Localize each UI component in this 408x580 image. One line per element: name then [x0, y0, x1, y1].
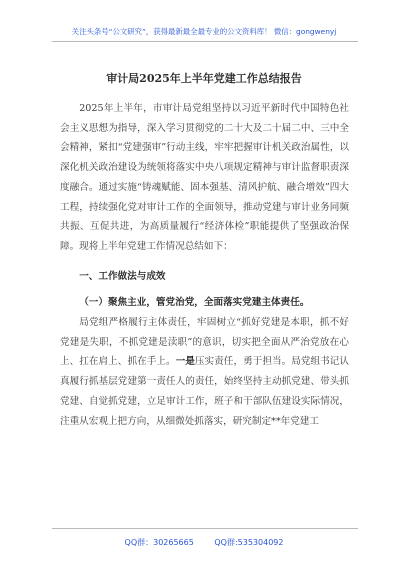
header-divider — [52, 41, 358, 42]
body-paragraph — [60, 313, 349, 431]
document-title: 审计局2025年上半年党建工作总结报告 — [106, 72, 302, 85]
section-heading: 一、工作做法与成效 — [79, 270, 166, 282]
footer-divider — [52, 528, 358, 529]
document-body — [60, 99, 349, 431]
footer-contacts — [0, 537, 408, 548]
intro-paragraph: 2025年上半年，市审计局党组坚持以习近平新时代中国特色社会主义思想为指导，深入学习贯彻党的二十大及二十届二中、三中全会精神，紧扣“党建强审”行动主线，牢牢把握审计机关政治属性，以深化机关政治建设为统领将落实中央八项规定精神与审计监督职责深度融合。通过实施“铸魂赋能、固本强基、清风护航、融合增效”四大工程，持续强化党对审计工作的全面领导，推动党建与审计业务同频共振、互促共进，为高质量履行“经济体检”职能提供了坚强政治保障。现将上半年党建工作情况总结如下： — [60, 103, 349, 252]
paragraph-text: 局党组严格履行主体责任，牢固树立“抓好党建是本职，抓不好党建是失职，不抓党建是渎职”的意识，切实把全面从严治党放在心上、扛在肩上、抓在手上。 — [60, 317, 349, 368]
footer-qq-group-2: QQ群:535304092 — [214, 538, 284, 547]
emphasis-marker: 一是 — [175, 356, 195, 368]
header-banner: 关注头条号“公文研究”，获得最新最全最专业的公文资料库！ 微信：gongwenyj — [71, 27, 337, 36]
paragraph-text: 压实责任，勇于担当。局党组书记认真履行抓基层党建第一责任人的责任，始终坚持主动抓党建、带头抓党建、自觉抓党建，立足审计工作，班子和干部队伍建设实际情况，注重从宏观上把方向，从细微处抓落实，研究制定**年党建工 — [60, 356, 350, 427]
footer-qq-group-1: QQ群：30265665 — [124, 538, 194, 547]
subsection-heading: （一）聚焦主业，管党治党，全面落实党建主体责任。 — [79, 297, 310, 309]
